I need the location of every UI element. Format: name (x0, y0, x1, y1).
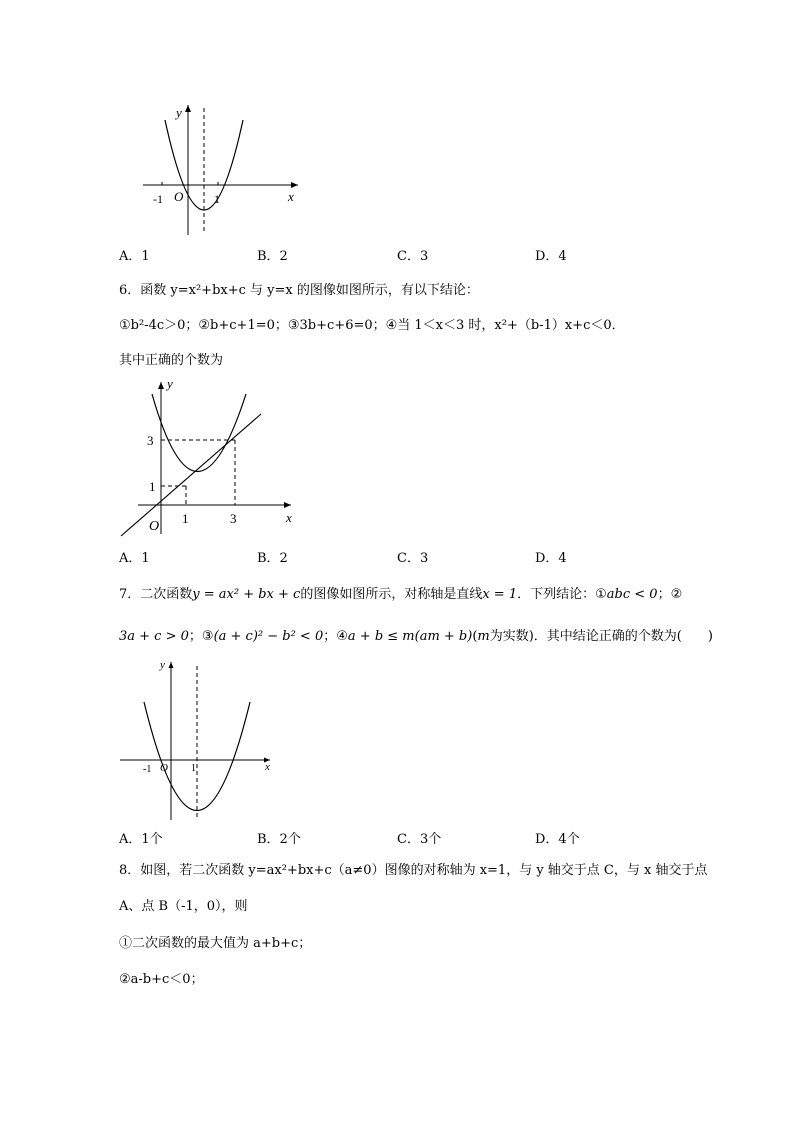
x-tick-3: 3 (230, 511, 237, 526)
q7-option-a: A．1个 (119, 832, 163, 847)
q7-option-b: B．2个 (257, 832, 301, 847)
y-tick-3: 3 (147, 433, 154, 448)
q7-stem-line2 (119, 629, 713, 645)
y-tick-1: 1 (149, 479, 156, 494)
x-label: x (265, 761, 270, 773)
q6-option-a: A．1 (119, 551, 150, 566)
q7-c1-mark: ① (595, 587, 607, 602)
q6-option-b: B．2 (257, 551, 288, 566)
q7-semicolon-2: ； (188, 629, 202, 644)
q8-item-2: ②a-b+c＜0； (119, 972, 204, 987)
q7-c4-note-open: ( (472, 629, 478, 644)
q6-conclusions: ①b²-4c＞0；②b+c+1=0；③3b+c+6=0；④当 1＜x＜3 时，x²+（b-1）x+c＜0． (119, 318, 625, 333)
x-tick-1: 1 (182, 511, 189, 526)
q6-option-d: D．4 (535, 551, 567, 566)
x-label: x (286, 510, 292, 525)
q6-stem: 6．函数 y=x²+bx+c 与 y=x 的图像如图所示，有以下结论： (119, 283, 479, 298)
q7-axis-formula: x = 1 (482, 587, 518, 602)
line-y-equals-x (121, 414, 261, 536)
q6-question: 其中正确的个数为 (119, 353, 224, 368)
q7-conclusion-2: 3a + c > 0 (119, 629, 189, 644)
q7-graph (118, 654, 278, 822)
q7-semicolon-1: ； (657, 587, 671, 602)
x-label: x (288, 189, 294, 204)
q7-semicolon-3: ； (323, 629, 337, 644)
q6-option-c: C．3 (397, 551, 429, 566)
q5-parabola-graph (118, 100, 308, 240)
origin-label: O (149, 519, 160, 534)
q7-stem-mid: 的图像如图所示，对称轴是直线 (300, 587, 483, 602)
tick-label-neg1: -1 (143, 764, 152, 775)
q7-c4-mark: ④ (336, 629, 348, 644)
q7-c2-mark: ② (670, 587, 683, 602)
parabola-curve (152, 394, 246, 472)
q7-stem-after-axis: ．下列结论： (517, 587, 596, 602)
origin-label: O (174, 189, 184, 204)
y-label: y (176, 105, 182, 120)
y-label: y (160, 659, 165, 671)
q7-option-c: C．3个 (397, 832, 442, 847)
origin-label: O (160, 762, 168, 774)
tick-label-neg1: -1 (153, 192, 163, 206)
q6-graph (116, 374, 306, 542)
q7-c3-mark: ③ (201, 629, 214, 644)
tick-label-1: 1 (214, 192, 220, 206)
q5-option-b: B．2 (257, 249, 288, 264)
q7-conclusion-4: a + b ≤ m(am + b) (347, 629, 473, 644)
q8-stem-line1: 8．如图，若二次函数 y=ax²+bx+c（a≠0）图像的对称轴为 x=1，与 y 轴交于点 C，与 x 轴交于点 (119, 863, 708, 878)
tick-label-1: 1 (191, 763, 196, 774)
q5-option-d: D．4 (535, 249, 567, 264)
q5-option-c: C．3 (397, 249, 429, 264)
q7-stem-prefix: 7．二次函数 (119, 587, 193, 602)
q5-option-a: A．1 (119, 249, 150, 264)
q7-stem-line1 (119, 587, 682, 603)
q7-c4-note: 为实数)．其中结论正确的个数为( ) (489, 629, 713, 644)
y-label: y (167, 376, 173, 391)
q7-conclusion-3: (a + c)² − b² < 0 (213, 629, 324, 644)
q8-stem-line2: A、点 B（-1，0），则 (119, 899, 248, 914)
q7-conclusion-1: abc < 0 (606, 587, 658, 602)
q7-formula: y = ax² + bx + c (192, 587, 301, 602)
q8-item-1: ①二次函数的最大值为 a+b+c； (119, 936, 312, 951)
q7-option-d: D．4个 (535, 832, 580, 847)
q7-c4-note-m: m (477, 629, 490, 644)
